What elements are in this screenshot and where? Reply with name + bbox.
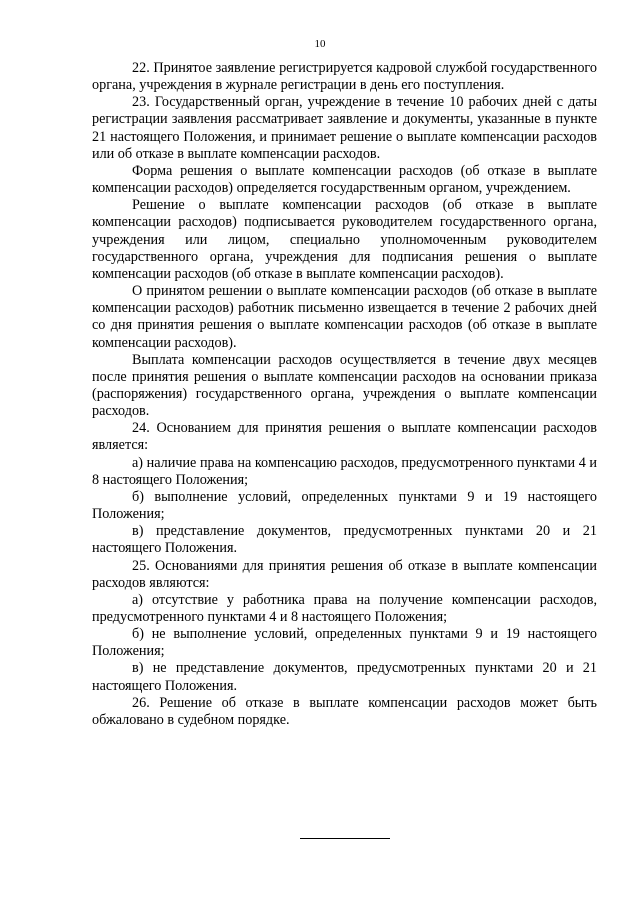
paragraph-22: 22. Принятое заявление регистрируется кадровой службой государственного органа, учреждения в журнале регистрации в день его поступления. xyxy=(92,60,597,94)
paragraph-25: 25. Основаниями для принятия решения об отказе в выплате компенсации расходов являются: xyxy=(92,557,597,591)
paragraph-23: 23. Государственный орган, учреждение в течение 10 рабочих дней с даты регистрации заявления рассматривает заявление и документы, указанные в пункте 21 настоящего Положения, и принимает решение о выплате компенсации расходов или об отказе в выплате компенсации расходов. xyxy=(92,94,597,162)
paragraph-24-item-c: в) представление документов, предусмотренных пунктами 20 и 21 настоящего Положения. xyxy=(92,523,597,557)
paragraph-24-item-b: б) выполнение условий, определенных пунктами 9 и 19 настоящего Положения; xyxy=(92,488,597,523)
paragraph-decision-form: Форма решения о выплате компенсации расходов (об отказе в выплате компенсации расходов) определяется государственным органом, учреждением. xyxy=(92,162,597,197)
paragraph-payment-terms: Выплата компенсации расходов осуществляется в течение двух месяцев после принятия решения о выплате компенсации расходов на основании приказа (распоряжения) государственного органа, учреждения о выплате компенсации расходов. xyxy=(92,351,597,420)
paragraph-24: 24. Основанием для принятия решения о выплате компенсации расходов является: xyxy=(92,420,597,454)
end-of-text-rule xyxy=(300,838,390,839)
paragraph-25-item-a: а) отсутствие у работника права на получение компенсации расходов, предусмотренного пунктами 4 и 8 настоящего Положения; xyxy=(92,591,597,625)
page-number: 10 xyxy=(314,38,326,50)
paragraph-25-item-b: б) не выполнение условий, определенных пунктами 9 и 19 настоящего Положения; xyxy=(92,626,597,660)
document-body xyxy=(92,60,597,729)
paragraph-decision-signing: Решение о выплате компенсации расходов (об отказе в выплате компенсации расходов) подписывается руководителем государственного органа, учреждения или лицом, специально уполномоченным руководителем государственного органа, учреждения для подписания решения о выплате компенсации расходов (об отказе в выплате компенсации расходов). xyxy=(92,197,597,282)
paragraph-employee-notification: О принятом решении о выплате компенсации расходов (об отказе в выплате компенсации расходов) работник письменно извещается в течение 2 рабочих дней со дня принятия решения о выплате компенсации расходов (об отказе в выплате компенсации расходов). xyxy=(92,283,597,351)
paragraph-25-item-c: в) не представление документов, предусмотренных пунктами 20 и 21 настоящего Положения. xyxy=(92,660,597,694)
paragraph-24-item-a: а) наличие права на компенсацию расходов, предусмотренного пунктами 4 и 8 настоящего Положения; xyxy=(92,454,597,488)
paragraph-26: 26. Решение об отказе в выплате компенсации расходов может быть обжаловано в судебном порядке. xyxy=(92,694,597,728)
